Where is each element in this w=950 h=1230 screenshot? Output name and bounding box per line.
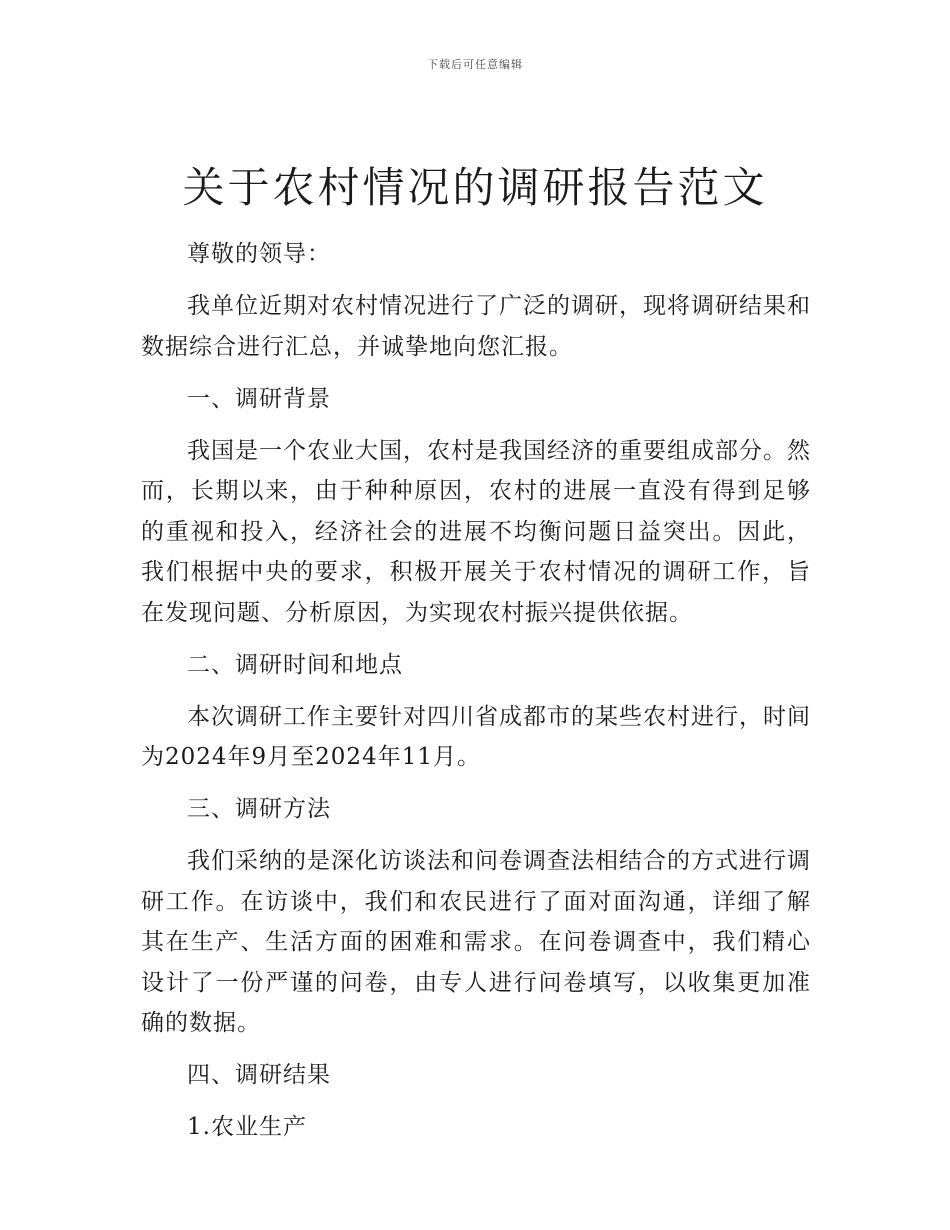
- document-title: 关于农村情况的调研报告范文: [182, 163, 768, 212]
- background-paragraph: 我国是一个农业大国，农村是我国经济的重要组成部分。然而，长期以来，由于种种原因，农村的进展一直没有得到足够的重视和投入，经济社会的进展不均衡问题日益突出。因此，我们根据中央的要求，积极开展关于农村情况的调研工作，旨在发现问题、分析原因，为实现农村振兴提供依据。: [141, 437, 811, 626]
- header-note: 下载后可任意编辑: [427, 58, 523, 71]
- time-place-paragraph: 本次调研工作主要针对四川省成都市的某些农村进行，时间为2024年9月至2024年11月。: [141, 703, 811, 770]
- subsection-heading-agriculture: 1.农业生产: [187, 1114, 307, 1140]
- method-paragraph: 我们采纳的是深化访谈法和问卷调查法相结合的方式进行调研工作。在访谈中，我们和农民进行了面对面沟通，详细了解其在生产、生活方面的困难和需求。在问卷调查中，我们精心设计了一份严谨的问卷，由专人进行问卷填写，以收集更加准确的数据。: [141, 848, 811, 1036]
- section-heading-time-place: 二、调研时间和地点: [187, 651, 403, 678]
- salutation: 尊敬的领导：: [187, 241, 331, 267]
- intro-paragraph: 我单位近期对农村情况进行了广泛的调研，现将调研结果和数据综合进行汇总，并诚挚地向您汇报。: [141, 293, 811, 360]
- document-body: [141, 234, 811, 1159]
- section-heading-background: 一、调研背景: [187, 385, 331, 412]
- section-heading-results: 四、调研结果: [187, 1062, 331, 1088]
- section-heading-method: 三、调研方法: [187, 796, 331, 822]
